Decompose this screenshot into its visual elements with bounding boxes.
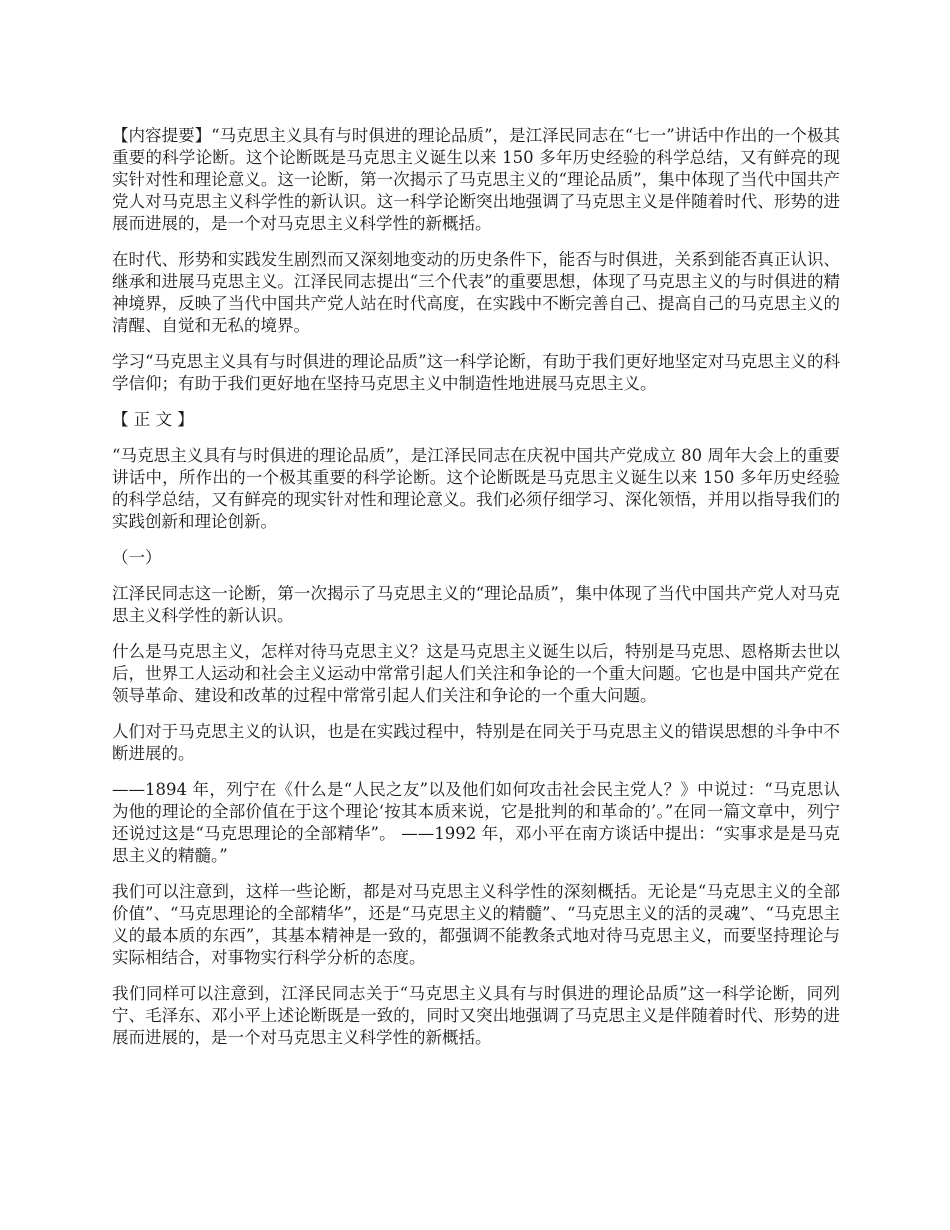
abstract-paragraph-3: 学习“马克思主义具有与时俱进的理论品质”这一科学论断，有助于我们更好地坚定对马克思主义的科学信仰；有助于我们更好地在坚持马克思主义中制造性地进展马克思主义。	[112, 352, 840, 393]
body-paragraph: 我们同样可以注意到，江泽民同志关于“马克思主义具有与时俱进的理论品质”这一科学论断，同列宁、毛泽东、邓小平上述论断既是一致的，同时又突出地强调了马克思主义是伴随着时代、形势的进展而进展的，是一个对马克思主义科学性的新概括。	[112, 984, 840, 1047]
abstract-paragraph-2: 在时代、形势和实践发生剧烈而又深刻地变动的历史条件下，能否与时俱进，关系到能否真正认识、继承和进展马克思主义。江泽民同志提出“三个代表”的重要思想，体现了马克思主义的与时俱进的精神境界，反映了当代中国共产党人站在时代高度，在实践中不断完善自己、提高自己的马克思主义的清醒、自觉和无私的境界。	[112, 250, 840, 335]
body-paragraph: 什么是马克思主义，怎样对待马克思主义？这是马克思主义诞生以后，特别是马克思、恩格斯去世以后，世界工人运动和社会主义运动中常常引起人们关注和争论的一个重大问题。它也是中国共产党在领导革命、建设和改革的过程中常常引起人们关注和争论的一个重大问题。	[112, 642, 840, 705]
section-heading-main-text: 【 正 文 】	[112, 410, 194, 429]
section-number-one: （一）	[112, 548, 162, 567]
document-body	[112, 125, 840, 1063]
body-paragraph: 江泽民同志这一论断，第一次揭示了马克思主义的“理论品质”，集中体现了当代中国共产党人对马克思主义科学性的新认识。	[112, 584, 840, 625]
body-paragraph: 人们对于马克思主义的认识，也是在实践过程中，特别是在同关于马克思主义的错误思想的斗争中不断进展的。	[112, 722, 840, 763]
body-paragraph: 我们可以注意到，这样一些论断，都是对马克思主义科学性的深刻概括。无论是“马克思主义的全部价值”、“马克思理论的全部精华”，还是“马克思主义的精髓”、“马克思主义的活的灵魂”、“马克思主义的最本质的东西”，其基本精神是一致的，都强调不能教条式地对待马克思主义，而要坚持理论与实际相结合，对事物实行科学分析的态度。	[112, 882, 840, 967]
abstract-paragraph: 【内容提要】“马克思主义具有与时俱进的理论品质”，是江泽民同志在“七一”讲话中作出的一个极其重要的科学论断。这个论断既是马克思主义诞生以来 150 多年历史经验的科学总结，又有鲜亮的现实针对性和理论意义。这一论断，第一次揭示了马克思主义的“理论品质”，集中体现了当代中国共产党人对马克思主义科学性的新认识。这一科学论断突出地强调了马克思主义是伴随着时代、形势的进展而进展的，是一个对马克思主义科学性的新概括。	[112, 126, 840, 233]
quotation-paragraph: ——1894 年，列宁在《什么是“人民之友”以及他们如何攻击社会民主党人？》中说过：“马克思认为他的理论的全部价值在于这个理论‘按其本质来说，它是批判的和革命的’。”在同一篇文章中，列宁还说过这是“马克思理论的全部精华”。 ——1992 年，邓小平在南方谈话中提出：“实事求是是马克思主义的精髓。”	[112, 780, 840, 865]
body-paragraph: “马克思主义具有与时俱进的理论品质”，是江泽民同志在庆祝中国共产党成立 80 周年大会上的重要讲话中，所作出的一个极其重要的科学论断。这个论断既是马克思主义诞生以来 150 多年历史经验的科学总结，又有鲜亮的现实针对性和理论意义。我们必须仔细学习、深化领悟，并用以指导我们的实践创新和理论创新。	[112, 446, 840, 531]
